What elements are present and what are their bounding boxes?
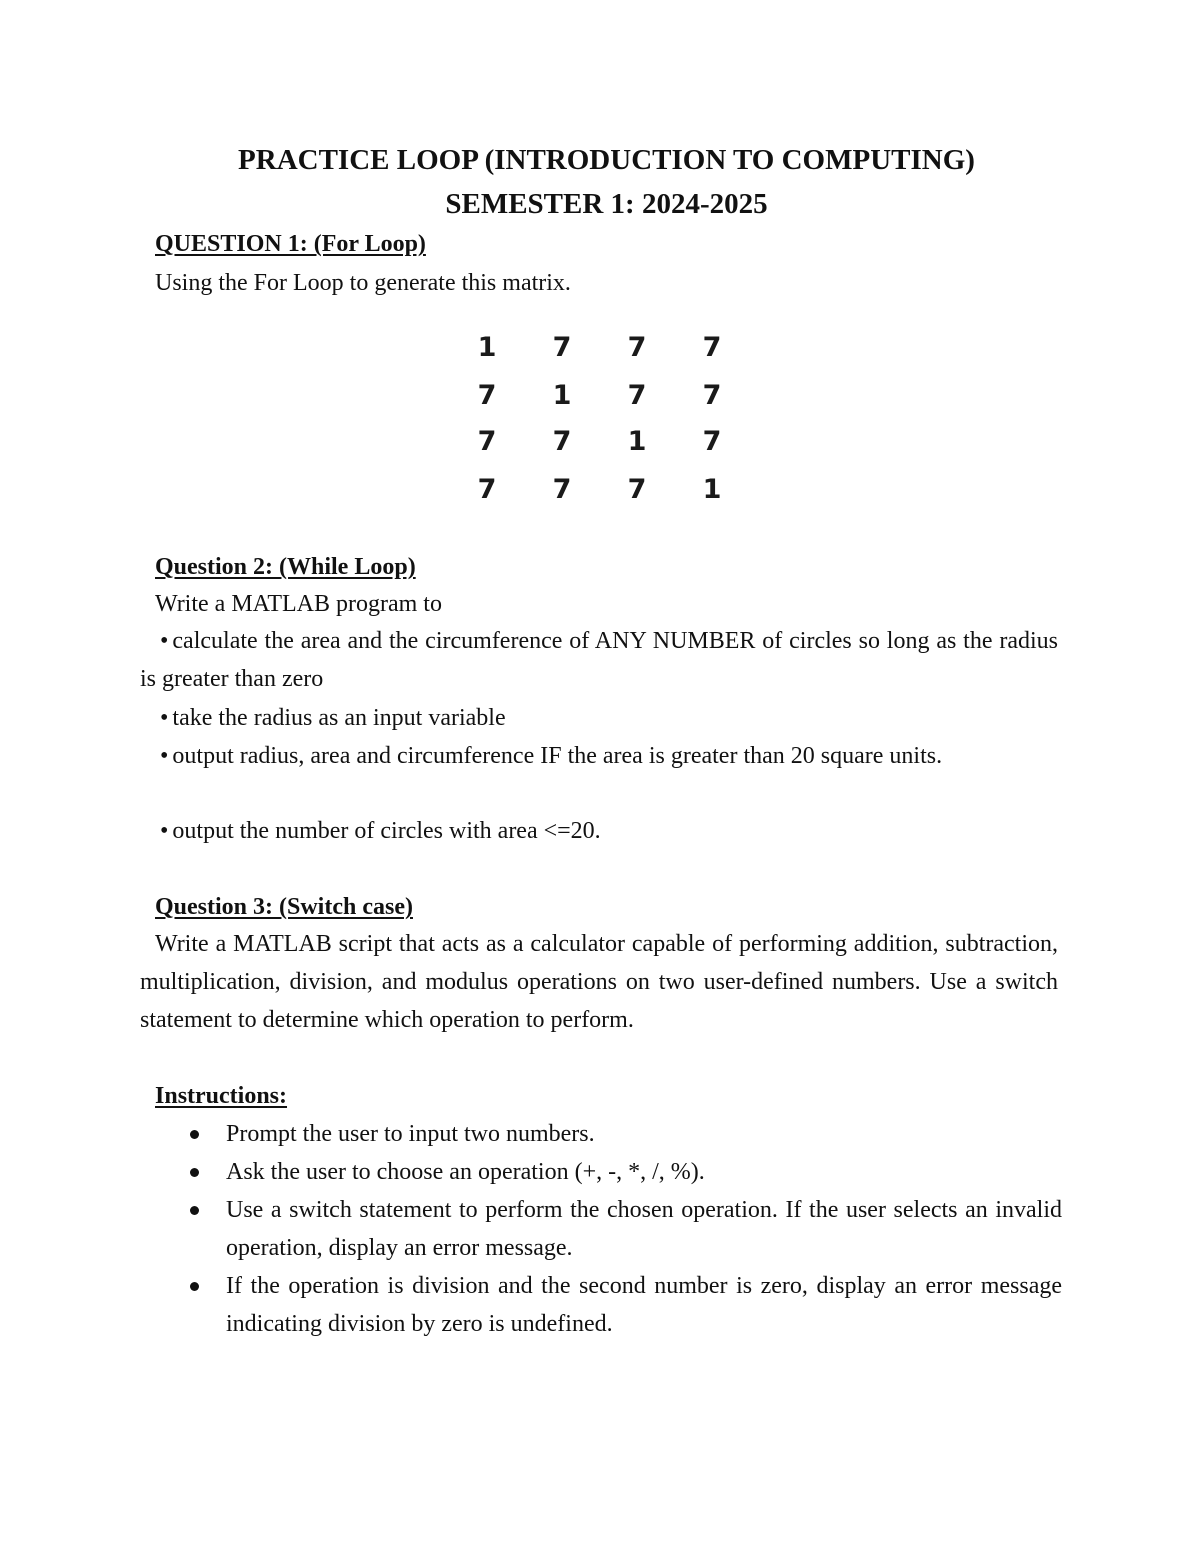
question-2-bullet-text: output the number of circles with area <=20. <box>172 818 601 844</box>
bullet-icon <box>190 1168 199 1177</box>
matrix-cell: 1 <box>477 332 497 363</box>
matrix-image <box>452 308 762 544</box>
instructions-list <box>186 1115 1062 1343</box>
list-item-text: If the operation is division and the second number is zero, display an error message indicating division by zero is undefined. <box>226 1273 1062 1337</box>
list-item <box>186 1191 1062 1267</box>
matrix-cell: 7 <box>627 474 647 505</box>
list-item <box>186 1115 1062 1153</box>
bullet-icon: • <box>160 743 169 769</box>
matrix-cell: 7 <box>702 426 722 457</box>
question-2-bullet <box>140 737 1058 775</box>
question-2-heading: Question 2: (While Loop) <box>155 554 416 580</box>
matrix-cell: 1 <box>552 380 572 411</box>
matrix-cell: 7 <box>552 474 572 505</box>
question-2-bullet-text: calculate the area and the circumference of ANY NUMBER of circles so long as the radius is greater than zero <box>140 628 1058 692</box>
bullet-icon <box>190 1130 199 1139</box>
list-item <box>186 1153 1062 1191</box>
bullet-icon <box>190 1206 199 1215</box>
matrix-cell: 7 <box>552 332 572 363</box>
question-3-heading: Question 3: (Switch case) <box>155 894 413 920</box>
semester-title: SEMESTER 1: 2024-2025 <box>445 188 768 220</box>
bullet-icon <box>190 1282 199 1291</box>
list-item-text: Use a switch statement to perform the chosen operation. If the user selects an invalid operation, display an error message. <box>226 1197 1062 1261</box>
matrix-cell: 7 <box>627 380 647 411</box>
matrix-cell: 7 <box>627 332 647 363</box>
bullet-icon: • <box>160 818 169 844</box>
question-1-text: Using the For Loop to generate this matrix. <box>155 270 571 296</box>
matrix-cell: 1 <box>627 426 647 457</box>
question-2-bullet-text: output radius, area and circumference IF the area is greater than 20 square units. <box>172 743 943 769</box>
list-item-text: Ask the user to choose an operation (+, -, *, /, %). <box>226 1159 705 1185</box>
list-item-text: Prompt the user to input two numbers. <box>226 1121 595 1147</box>
matrix-cell: 7 <box>702 380 722 411</box>
question-1-heading: QUESTION 1: (For Loop) <box>155 231 426 257</box>
list-item <box>186 1267 1062 1343</box>
matrix-cell: 7 <box>552 426 572 457</box>
matrix-cell: 7 <box>477 426 497 457</box>
bullet-icon: • <box>160 628 169 654</box>
matrix-cell: 7 <box>702 332 722 363</box>
question-3-text: Write a MATLAB script that acts as a calculator capable of performing addition, subtraction, multiplication, division, and modulus operations on two user-defined numbers. Use a switch statement to determine which operation to perform. <box>140 931 1058 1033</box>
matrix-cell: 7 <box>477 474 497 505</box>
question-2-bullet <box>160 816 601 846</box>
document-title: PRACTICE LOOP (INTRODUCTION TO COMPUTING) <box>238 144 975 176</box>
question-2-bullet-text: take the radius as an input variable <box>172 705 506 731</box>
bullet-icon: • <box>160 705 169 731</box>
matrix-cell: 7 <box>477 380 497 411</box>
matrix-cell: 1 <box>702 474 722 505</box>
question-2-bullet <box>140 622 1058 698</box>
question-2-bullet <box>160 703 506 733</box>
instructions-heading: Instructions: <box>155 1083 288 1109</box>
question-2-intro: Write a MATLAB program to <box>155 591 442 617</box>
